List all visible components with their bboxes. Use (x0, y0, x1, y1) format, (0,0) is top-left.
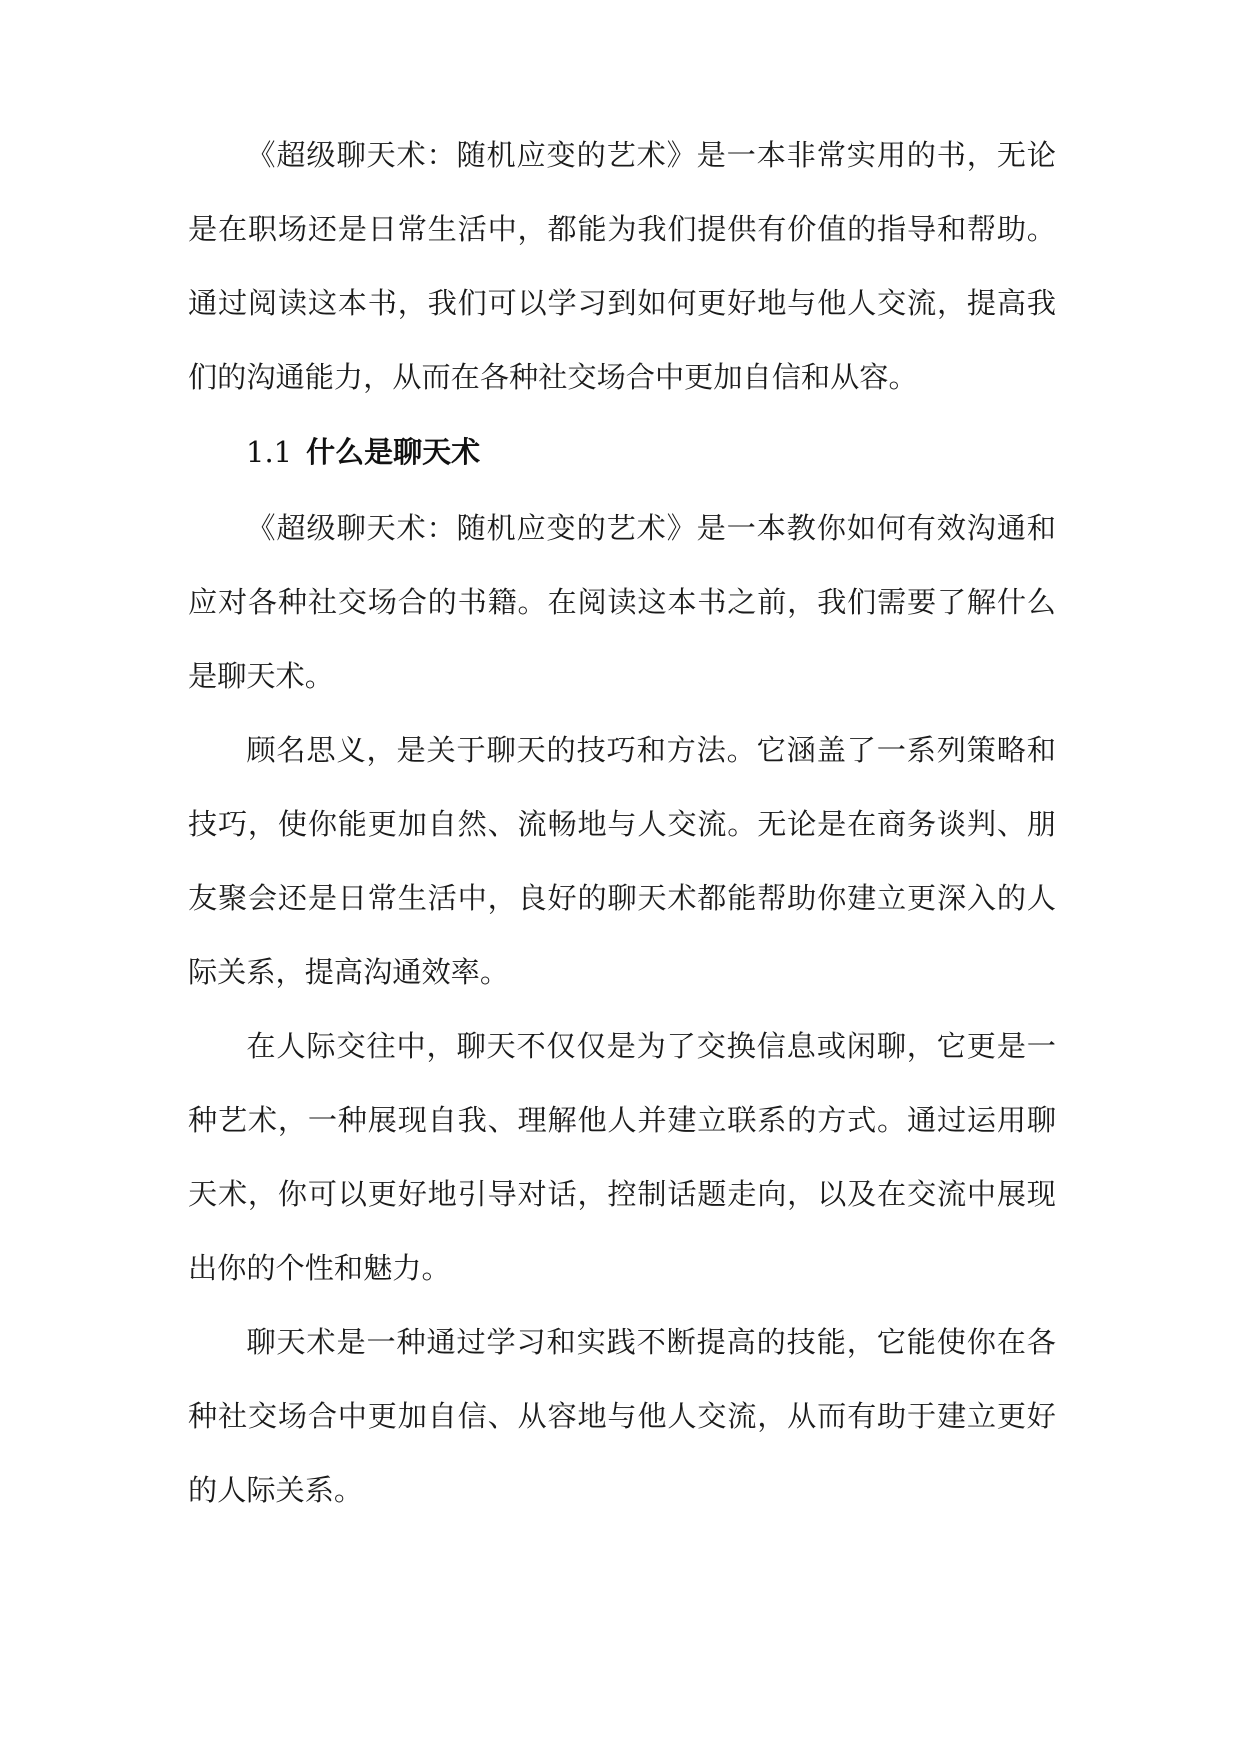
section-body-2 (188, 713, 1056, 1009)
section-title: 什么是聊天术 (306, 435, 481, 469)
body-paragraph-2: 顾名思义，是关于聊天的技巧和方法。它涵盖了一系列策略和技巧，使你能更加自然、流畅地与人交流。无论是在商务谈判、朋友聚会还是日常生活中，良好的聊天术都能帮助你建立更深入的人际关系，提高沟通效率。 (188, 733, 1056, 989)
body-paragraph-1: 《超级聊天术：随机应变的艺术》是一本教你如何有效沟通和应对各种社交场合的书籍。在阅读这本书之前，我们需要了解什么是聊天术。 (188, 511, 1056, 693)
body-paragraph-3: 在人际交往中，聊天不仅仅是为了交换信息或闲聊，它更是一种艺术，一种展现自我、理解他人并建立联系的方式。通过运用聊天术，你可以更好地引导对话，控制话题走向，以及在交流中展现出你的个性和魅力。 (188, 1029, 1056, 1285)
section-body-4 (188, 1305, 1056, 1527)
section-heading (188, 415, 1056, 489)
section-body (188, 491, 1056, 713)
intro-section (188, 118, 1056, 414)
section-body-3 (188, 1009, 1056, 1305)
intro-paragraph: 《超级聊天术：随机应变的艺术》是一本非常实用的书，无论是在职场还是日常生活中，都能为我们提供有价值的指导和帮助。通过阅读这本书，我们可以学习到如何更好地与他人交流，提高我们的沟通能力，从而在各种社交场合中更加自信和从容。 (188, 138, 1056, 394)
section-number: 1.1 (246, 435, 293, 469)
body-paragraph-4: 聊天术是一种通过学习和实践不断提高的技能，它能使你在各种社交场合中更加自信、从容地与他人交流，从而有助于建立更好的人际关系。 (188, 1325, 1056, 1507)
section-heading-block (188, 415, 1056, 489)
